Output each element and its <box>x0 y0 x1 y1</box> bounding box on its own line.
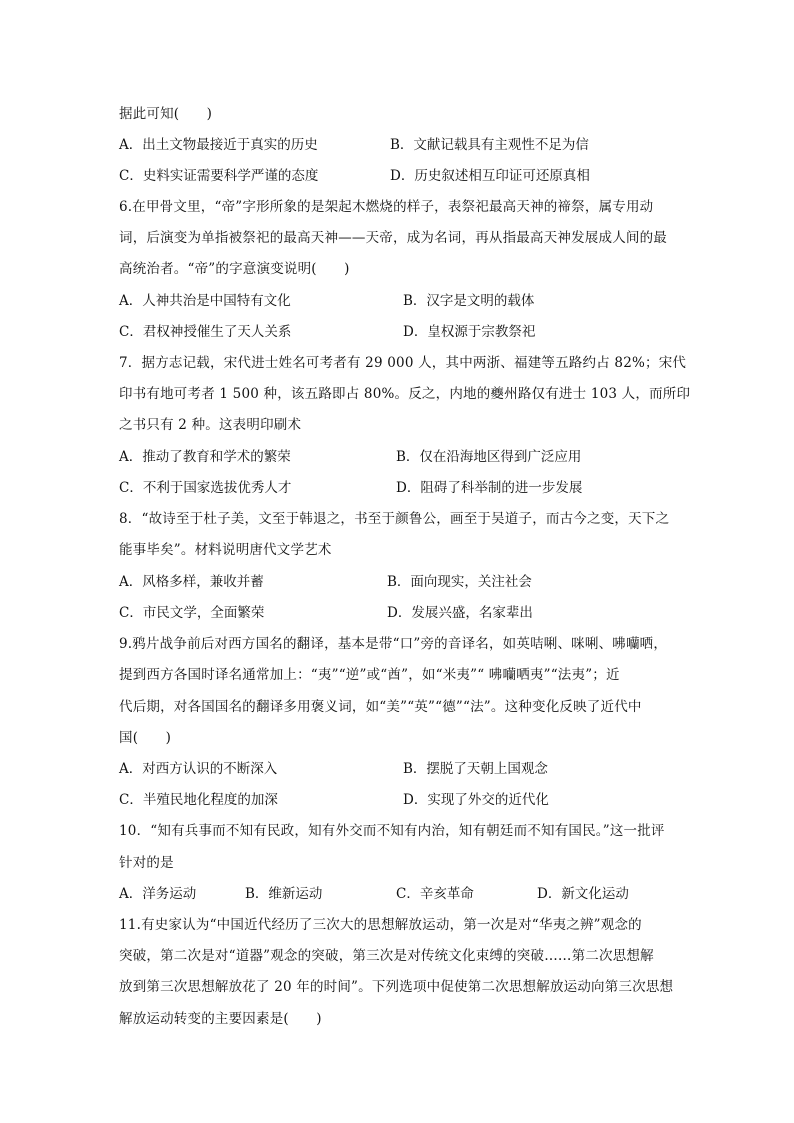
q5-option-b: B．文献记载具有主观性不足为信 <box>390 137 589 153</box>
q7-option-a: A．推动了教育和学术的繁荣 <box>119 449 291 465</box>
q11-stem-line: 解放运动转变的主要因素是( ) <box>119 1011 322 1027</box>
q5-option-a: A．出土文物最接近于真实的历史 <box>119 137 318 153</box>
q6-option-d: D．皇权源于宗教祭祀 <box>403 324 536 340</box>
q11-stem-line: 11.有史家认为“中国近代经历了三次大的思想解放运动，第一次是对“华夷之辨”观念的 <box>119 917 642 933</box>
q10-option-a: A．洋务运动 <box>119 886 197 902</box>
q10-option-b: B．维新运动 <box>245 886 323 902</box>
q10-option-d: D．新文化运动 <box>537 886 629 902</box>
q6-stem-line: 6.在甲骨文里，“帝”字形所象的是架起木燃烧的样子，表祭祀最高天神的禘祭，属专用动 <box>119 199 654 215</box>
q7-stem-line: 之书只有 2 种。这表明印刷术 <box>119 417 302 433</box>
q8-option-c: C．市民文学，全面繁荣 <box>119 605 265 621</box>
q9-stem-line: 国( ) <box>119 730 172 746</box>
q9-stem-line: 代后期，对各国国名的翻译多用褒义词，如“美”“英”“德”“法”。这种变化反映了近代中 <box>119 699 642 715</box>
q10-stem-line: 10．“知有兵事而不知有民政，知有外交而不知有内治，知有朝廷而不知有国民。”这一批评 <box>119 823 665 839</box>
q6-option-c: C．君权神授催生了天人关系 <box>119 324 292 340</box>
q6-option-a: A．人神共治是中国特有文化 <box>119 293 291 309</box>
q8-stem-line: 8．“故诗至于杜子美，文至于韩退之，书至于颜鲁公，画至于吴道子，而古今之变，天下之 <box>119 511 670 527</box>
q8-option-a: A．风格多样，兼收并蓄 <box>119 574 264 590</box>
q11-stem-line: 突破，第二次是对“道器”观念的突破，第三次是对传统文化束缚的突破……第二次思想解 <box>119 948 654 964</box>
q10-option-c: C．辛亥革命 <box>396 886 474 902</box>
q11-stem-line: 放到第三次思想解放花了 20 年的时间”。下列选项中促使第二次思想解放运动向第三次思想 <box>119 979 674 995</box>
q10-stem-line: 针对的是 <box>119 855 174 871</box>
q6-stem-line: 词，后演变为单指被祭祀的最高天神——天帝，成为名词，再从指最高天神发展成人间的最 <box>119 230 667 246</box>
q7-option-b: B．仅在沿海地区得到广泛应用 <box>396 449 582 465</box>
q7-stem-line: 7．据方志记载，宋代进士姓名可考者有 29 000 人，其中两浙、福建等五路约占 82%；宋代 <box>119 355 687 371</box>
q6-stem-line: 高统治者。“帝”的字意演变说明( ) <box>119 261 350 277</box>
q9-option-b: B．摆脱了天朝上国观念 <box>403 761 548 777</box>
q6-option-b: B．汉字是文明的载体 <box>403 293 535 309</box>
q8-option-d: D．发展兴盛，名家辈出 <box>387 605 533 621</box>
lead-text: 据此可知( ) <box>119 106 213 122</box>
q9-option-d: D．实现了外交的近代化 <box>403 792 549 808</box>
q7-option-d: D．阻碍了科举制的进一步发展 <box>396 480 583 496</box>
q7-option-c: C．不利于国家选拔优秀人才 <box>119 480 292 496</box>
q9-stem-line: 9.鸦片战争前后对西方国名的翻译，基本是带“口”旁的音译名，如英咭唎、咪唎、咈囒哂， <box>119 636 668 652</box>
q8-option-b: B．面向现实，关注社会 <box>387 574 532 590</box>
q9-option-c: C．半殖民地化程度的加深 <box>119 792 278 808</box>
q5-option-c: C．史料实证需要科学严谨的态度 <box>119 168 319 184</box>
q9-option-a: A．对西方认识的不断深入 <box>119 761 278 777</box>
q5-option-d: D．历史叙述相互印证可还原真相 <box>390 168 590 184</box>
q7-stem-line: 印书有地可考者 1 500 种，该五路即占 80%。反之，内地的夔州路仅有进士 103 人，而所印 <box>119 386 691 402</box>
q9-stem-line: 提到西方各国时译名通常加上：“夷”“逆”或“酋”，如“米夷”“ 咈囒哂夷”“法夷”；近 <box>119 667 620 683</box>
q8-stem-line: 能事毕矣”。材料说明唐代文学艺术 <box>119 542 332 558</box>
